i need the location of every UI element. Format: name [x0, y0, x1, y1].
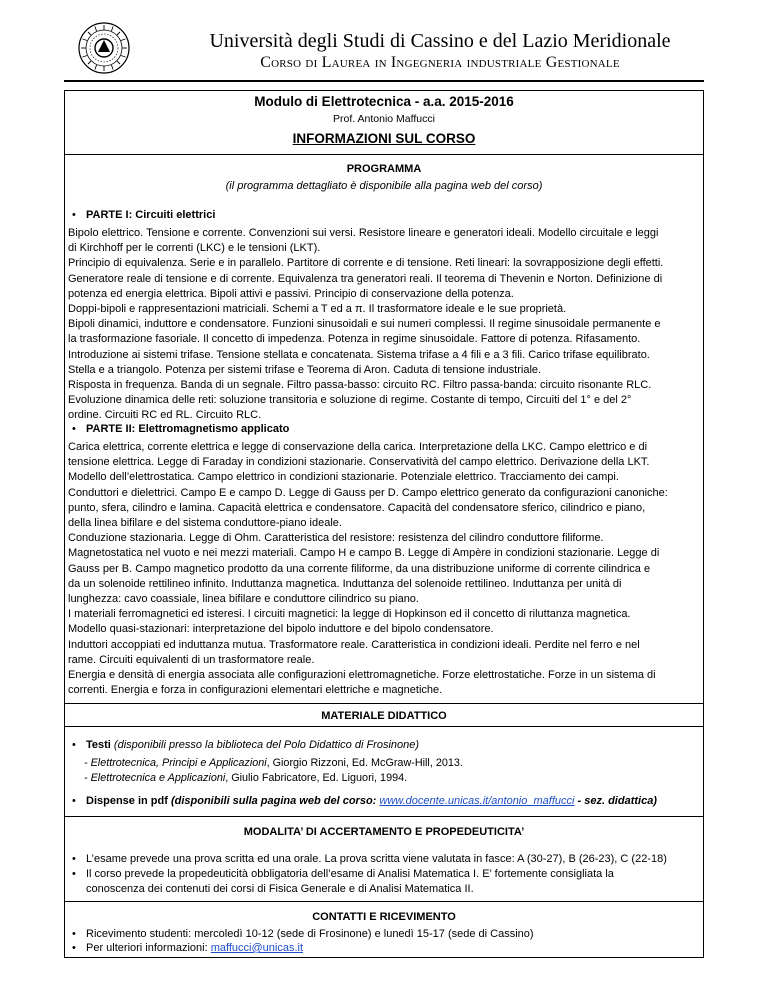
- part1-line: di Kirchhoff per le correnti (LKC) e le tensioni (LKT).: [68, 242, 321, 255]
- ricevimento-text: Ricevimento studenti: mercoledì 10-12 (sede di Frosinone) e lunedì 15-17 (sede di Cassino): [86, 928, 534, 940]
- bullet-dot-icon: •: [72, 942, 76, 954]
- book-details: , Giorgio Rizzoni, Ed. McGraw-Hill, 2013.: [266, 757, 463, 769]
- testi-label: Testi: [86, 739, 111, 751]
- part1-text: [68, 226, 708, 424]
- header-divider: [64, 80, 704, 82]
- part2-line: da un solenoide rettilineo infinito. Induttanza magnetica. Induttanza del solenoide rettilineo. Induttanza per unità di: [68, 577, 622, 590]
- part1-line: Bipolo elettrico. Tensione e corrente. Convenzioni sui versi. Resistore lineare e generatori ideali. Modello circuitale e leggi: [68, 227, 659, 239]
- part2-title: PARTE II: Elettromagnetismo applicato: [86, 423, 290, 435]
- part1-line: Generatore reale di tensione e di corrente. Equivalenza tra generatori reali. Il teorema di Thevenin e Norton. Definizione di: [68, 272, 663, 285]
- dispense-label: Dispense in pdf: [86, 795, 168, 807]
- part2-line: Conduzione stazionaria. Legge di Ohm. Caratteristica del resistore: resistenza del cilindro conduttore filiforme.: [68, 532, 604, 545]
- email-link[interactable]: maffucci@unicas.it: [210, 942, 303, 954]
- part1-bullet: [72, 208, 215, 223]
- modalita-item-2: [72, 867, 614, 882]
- module-title: Modulo di Elettrotecnica - a.a. 2015-2016: [254, 94, 514, 109]
- course-website-link[interactable]: www.docente.unicas.it/antonio_maffucci: [379, 795, 575, 807]
- part2-line: Gauss per B. Campo magnetico prodotto da una corrente filiforme, da una distribuzione uniforme di corrente cilindrica e: [68, 562, 651, 575]
- bullet-dot-icon: •: [72, 739, 76, 751]
- part1-line: Principio di equivalenza. Serie e in parallelo. Partitore di corrente e di tensione. Reti lineari: la sovrapposizione degli effetti.: [68, 257, 664, 270]
- part2-line: Modello dell’elettrostatica. Campo elettrico in condizioni stazionarie. Potenziale elettrico. Tracciamento dei campi.: [68, 471, 619, 484]
- contatti-item-1: [72, 927, 534, 942]
- section-divider: [64, 901, 704, 902]
- part1-line: Risposta in frequenza. Banda di un segnale. Filtro passa-basso: circuito RC. Filtro passa-banda: circuito risonante RLC.: [68, 379, 652, 392]
- part2-line: Magnetostatica nel vuoto e nei mezzi materiali. Campo H e campo B. Legge di Ampère in condizioni stazionarie. Legge di: [68, 547, 660, 560]
- university-name: Università degli Studi di Cassino e del Lazio Meridionale: [209, 30, 671, 52]
- book-title: - Elettrotecnica e Applicazioni: [84, 772, 226, 785]
- part1-line: Evoluzione dinamica delle reti: soluzione transitoria e soluzione di regime. Costante di tempo, Circuiti del 1° e del 2°: [68, 394, 632, 407]
- part2-line: Energia e densità di energia associata alle configurazioni elettromagnetiche. Forze elettrostatiche. Forze in un sistema di: [68, 669, 656, 682]
- part1-line: Doppi-bipoli e rappresentazioni matriciali. Schemi a T ed a π. Il trasformatore ideale e le sue proprietà.: [68, 303, 567, 316]
- modalita-heading: MODALITA’ DI ACCERTAMENTO E PROPEDEUTICITA’: [243, 826, 525, 838]
- part2-line: tensione elettrica. Legge di Faraday in condizioni stazionarie. Conservatività del campo elettrico. Derivazione della LKT.: [68, 456, 650, 469]
- part2-line: I materiali ferromagnetici ed isteresi. I circuiti magnetici: la legge di Hopkinson ed il concetto di riluttanza magnetica.: [68, 608, 631, 621]
- materiale-heading: MATERIALE DIDATTICO: [321, 710, 447, 722]
- info-heading: [64, 131, 704, 146]
- bullet-dot-icon: •: [72, 853, 76, 865]
- dispense-note-start: (disponibili sulla pagina web del corso:: [170, 795, 380, 807]
- part1-line: ordine. Circuiti RC ed RL. Circuito RLC.: [68, 409, 262, 422]
- part1-line: Introduzione ai sistemi trifase. Tensione stellata e concatenata. Sistema trifase a 4 fili e a 3 fili. Carico trifase equilibrato.: [68, 348, 650, 361]
- modalita-item-1: [72, 852, 667, 867]
- section-divider: [64, 703, 704, 704]
- part1-line: Bipoli dinamici, induttore e condensatore. Funzioni sinusoidali e sui numeri complessi. Il regime sinusoidale permanente e: [68, 318, 661, 331]
- part2-line: punto, sfera, cilindro e lamina. Capacità elettrica e condensatore. Capacità del condensatore sferico, cilindrico e piano,: [68, 501, 646, 514]
- book-title: - Elettrotecnica, Principi e Applicazioni: [84, 757, 267, 769]
- info-heading-text: INFORMAZIONI SUL CORSO: [292, 131, 476, 146]
- part2-line: Conduttori e dielettrici. Campo E e campo D. Legge di Gauss per D. Campo elettrico generato da configurazioni canoniche:: [68, 486, 668, 499]
- book-list: [84, 756, 724, 786]
- part2-line: Carica elettrica, corrente elettrica e legge di conservazione della carica. Interpretazione della LKC. Campo elettrico e di: [68, 441, 648, 453]
- modalita-item-2-cont: [86, 882, 474, 897]
- part2-bullet: [72, 422, 289, 437]
- programma-heading: PROGRAMMA: [346, 163, 422, 175]
- bullet-dot-icon: •: [72, 209, 76, 221]
- contatti-heading: CONTATTI E RICEVIMENTO: [312, 911, 456, 923]
- contact-label: Per ulteriori informazioni:: [86, 942, 211, 954]
- part2-line: della linea bifilare e del sistema conduttore-piano ideale.: [68, 517, 342, 530]
- contatti-item-2: [72, 941, 303, 956]
- modalita-text: Il corso prevede la propedeuticità obbligatoria dell’esame di Analisi Matematica I. E’ fortemente consigliata la: [86, 868, 614, 880]
- part2-line: rame. Circuiti equivalenti di un trasformatore reale.: [68, 653, 315, 666]
- book-details: , Giulio Fabricatore, Ed. Liguori, 1994.: [225, 772, 408, 785]
- bullet-dot-icon: •: [72, 928, 76, 940]
- part2-line: correnti. Energia e forza in configurazioni elementari elettriche e magnetiche.: [68, 684, 443, 697]
- dispense-note-end: - sez. didattica): [574, 795, 657, 807]
- book-item: [84, 771, 724, 786]
- part2-text: [68, 440, 708, 698]
- bullet-dot-icon: •: [72, 868, 76, 880]
- part2-line: Induttori accoppiati ed induttanza mutua. Trasformatore reale. Caratteristica in condizioni ideali. Perdite nel ferro e nel: [68, 638, 640, 651]
- programma-note: (il programma dettagliato è disponibile alla pagina web del corso): [225, 180, 543, 192]
- university-seal-logo: [78, 22, 130, 74]
- dispense-bullet: [72, 794, 657, 809]
- course-name: Corso di Laurea in Ingegneria industriale Gestionale: [260, 54, 620, 71]
- part1-line: potenza ed energia elettrica. Bipoli attivi e passivi. Principio di conservazione della potenza.: [68, 287, 514, 300]
- bullet-dot-icon: •: [72, 795, 76, 807]
- professor-name: Prof. Antonio Maffucci: [333, 113, 435, 125]
- part1-title: PARTE I: Circuiti elettrici: [86, 209, 216, 221]
- testi-note: (disponibili presso la biblioteca del Polo Didattico di Frosinone): [113, 739, 420, 751]
- testi-bullet: [72, 738, 419, 753]
- part2-line: Modello quasi-stazionari: interpretazione del bipolo induttore e del bipolo condensatore.: [68, 623, 494, 636]
- modalita-text: L’esame prevede una prova scritta ed una orale. La prova scritta viene valutata in fasce: A (30-27), B (26-23), C (22-18): [86, 853, 667, 865]
- book-item: [84, 756, 724, 771]
- part2-line: lunghezza: cavo coassiale, linea bifilare e conduttore cilindrico su piano.: [68, 593, 419, 606]
- bullet-dot-icon: •: [72, 423, 76, 435]
- section-divider: [64, 154, 704, 155]
- section-divider: [64, 816, 704, 817]
- section-divider: [64, 726, 704, 727]
- modalita-text: conoscenza dei contenuti dei corsi di Fisica Generale e di Analisi Matematica II.: [86, 883, 474, 895]
- part1-line: la trasformazione fasoriale. Il concetto di impedenza. Potenza in regime sinusoidale. Fattore di potenza. Rifasamento.: [68, 333, 641, 346]
- part1-line: Stella e a triangolo. Potenza per sistemi trifase e Teorema di Aron. Caduta di tensione industriale.: [68, 363, 542, 376]
